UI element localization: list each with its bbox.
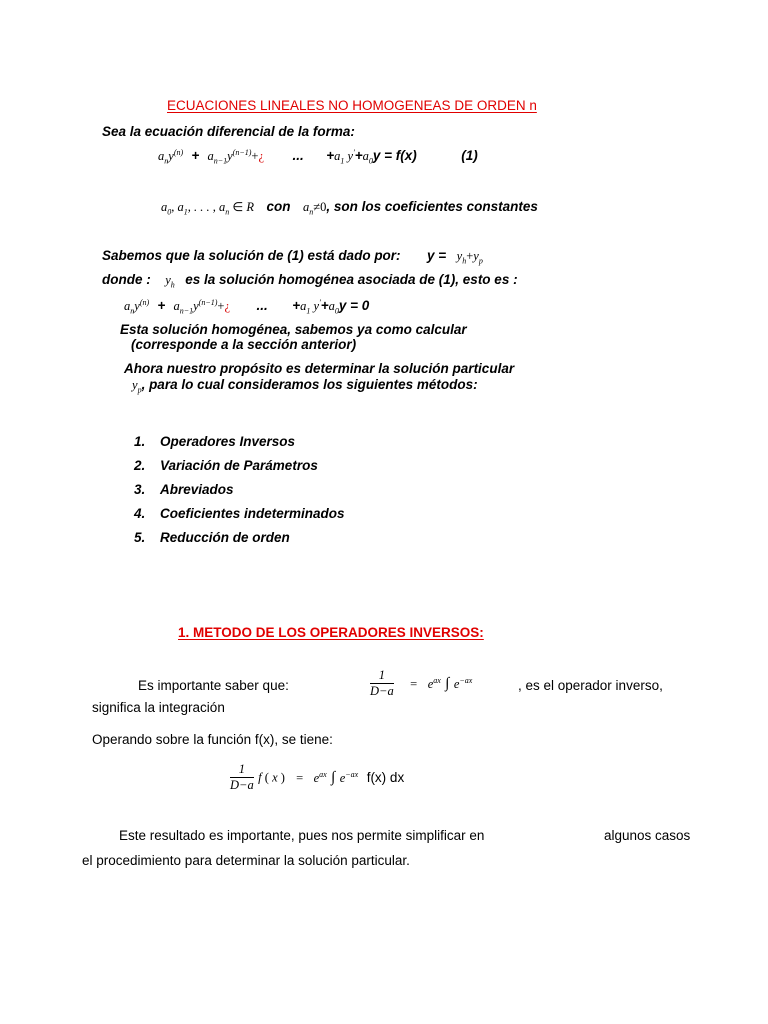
coefficients-line: $a_0$, $a_1$, . . . , $a_n$ ∈ R con $a_n\ne 0$, son los coeficientes constantes: [161, 199, 538, 217]
purpose-line-1: Ahora nuestro propósito es determinar la solución particular: [124, 361, 515, 376]
operando-text: Operando sobre la función f(x), se tiene:: [92, 732, 333, 747]
section-1-title: 1. METODO DE LOS OPERADORES INVERSOS:: [178, 625, 484, 640]
methods-list: [134, 434, 345, 554]
intro-text: Sea la ecuación diferencial de la forma:: [102, 124, 355, 139]
result-line-1b: algunos casos: [604, 828, 691, 843]
equation-1: $a_ny^{(n)}$ + $a_{n-1}y^{(n-1)}+¿$ ... $+a_1$ $y'+a_0y = f(x)$ (1): [158, 147, 478, 166]
homogeneous-equation: $a_ny^{(n)}$ + $a_{n-1}y^{(n-1)}+¿$ ... $+a_1$ $y'+a_0y = 0$: [124, 297, 370, 316]
solution-line: Sabemos que la solución de (1) está dado por: $y = y_h+y_p$: [102, 248, 483, 266]
homog-line-2: (corresponde a la sección anterior): [131, 337, 357, 352]
list-item: 4. Coeficientes indeterminados: [134, 506, 345, 521]
list-item: 3. Abreviados: [134, 482, 234, 497]
result-line-1a: Este resultado es importante, pues nos permite simplificar en: [119, 828, 485, 843]
list-item: 2. Variación de Parámetros: [134, 458, 318, 473]
page-title: ECUACIONES LINEALES NO HOMOGENEAS DE ORDEN n: [167, 98, 537, 113]
list-item: 5. Reducción de orden: [134, 530, 290, 545]
important-line-2: significa la integración: [92, 700, 225, 715]
important-tail: , es el operador inverso,: [518, 678, 663, 693]
equation-number: (1): [461, 148, 478, 163]
result-line-2: el procedimiento para determinar la solución particular.: [82, 853, 410, 868]
inverse-operator-formula: $\frac{1}{D-a}$ = $e^{ax}$ ∫ $e^{-ax}$: [370, 668, 473, 698]
list-item: 1. Operadores Inversos: [134, 434, 296, 449]
operator-on-f-formula: $\frac{1}{D-a}$ f ( x ) = $e^{ax}$ ∫ $e^{-ax}$ f(x) dx: [230, 762, 405, 792]
donde-line: donde : $y_h$ es la solución homogénea asociada de (1), esto es :: [102, 272, 518, 290]
purpose-line-2: $y_p$, para lo cual consideramos los siguientes métodos:: [132, 377, 478, 395]
homog-line-1: Esta solución homogénea, sabemos ya como calcular: [120, 322, 467, 337]
important-lead: Es importante saber que:: [138, 678, 289, 693]
